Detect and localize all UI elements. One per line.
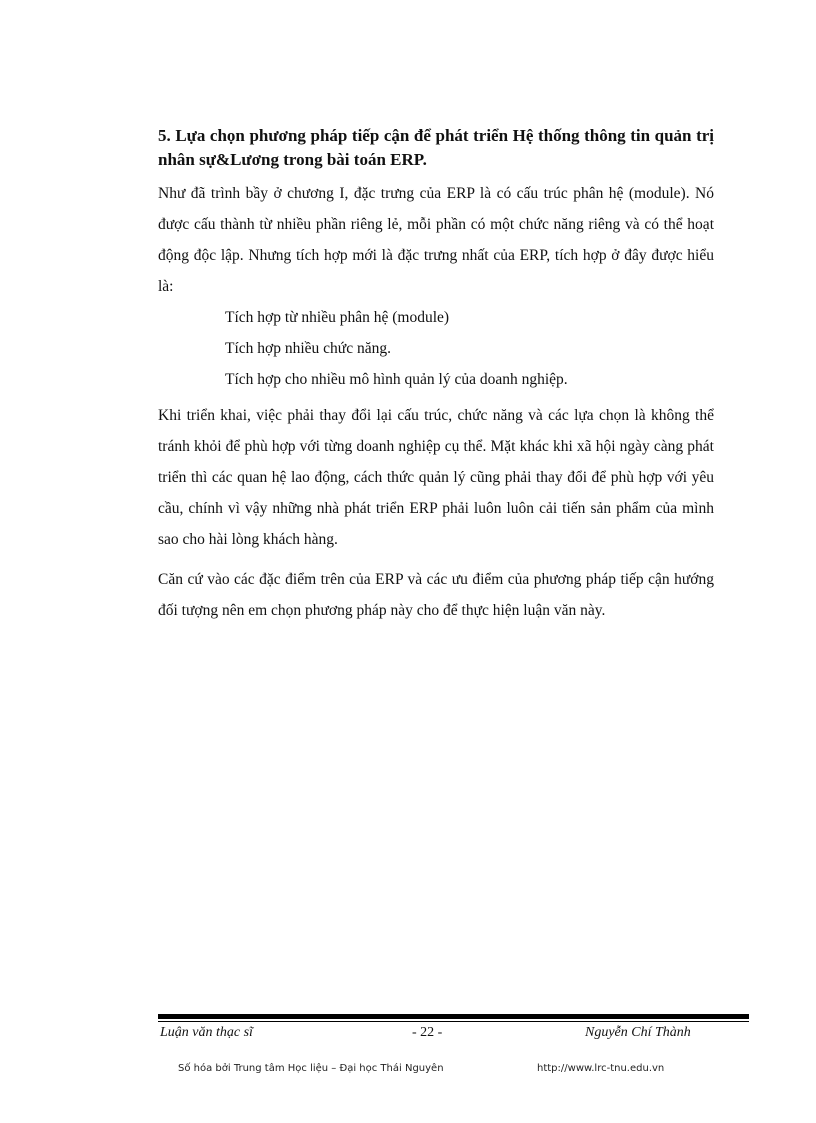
footer-author: Nguyễn Chí Thành (585, 1025, 691, 1040)
conclusion-paragraph: Căn cứ vào các đặc điểm trên của ERP và các ưu điểm của phương pháp tiếp cận hướng đối tượng nên em chọn phương pháp này cho để thực hiện luận văn này. (158, 571, 714, 619)
deployment-paragraph: Khi triển khai, việc phải thay đổi lại cấu trúc, chức năng và các lựa chọn là không thể tránh khỏi để phù hợp với từng doanh nghiệp cụ thể. Mặt khác khi xã hội ngày càng phát triển thì các quan hệ lao động, cách thức quản lý cũng phải thay đổi để phù hợp với yêu cầu, chính vì vậy những nhà phát triển ERP phải luôn luôn cải tiến sản phẩm của mình sao cho hài lòng khách hàng. (158, 407, 714, 548)
list-item: Tích hợp nhiều chức năng. (225, 340, 391, 357)
section-heading: 5. Lựa chọn phương pháp tiếp cận để phát triển Hệ thống thông tin quản trị nhân sự&Lương trong bài toán ERP. (158, 126, 714, 169)
main-content (158, 124, 714, 626)
footer-divider-thick (158, 1014, 749, 1019)
footer-thesis-label: Luận văn thạc sĩ (160, 1025, 253, 1040)
digitized-by-note: Số hóa bởi Trung tâm Học liệu – Đại học Thái Nguyên (178, 1063, 444, 1074)
source-url[interactable]: http://www.lrc-tnu.edu.vn (537, 1063, 665, 1074)
footer-divider-thin (158, 1021, 749, 1022)
intro-paragraph: Như đã trình bầy ở chương I, đặc trưng của ERP là có cấu trúc phân hệ (module). Nó được cấu thành từ nhiều phần riêng lẻ, mỗi phần có một chức năng riêng và có thể hoạt động độc lập. Nhưng tích hợp mới là đặc trưng nhất của ERP, tích hợp ở đây được hiểu là: (158, 185, 714, 295)
integration-list (158, 302, 714, 395)
list-item: Tích hợp cho nhiều mô hình quản lý của doanh nghiệp. (225, 371, 568, 388)
list-item: Tích hợp từ nhiều phân hệ (module) (225, 309, 450, 326)
page-number: - 22 - (412, 1025, 443, 1040)
